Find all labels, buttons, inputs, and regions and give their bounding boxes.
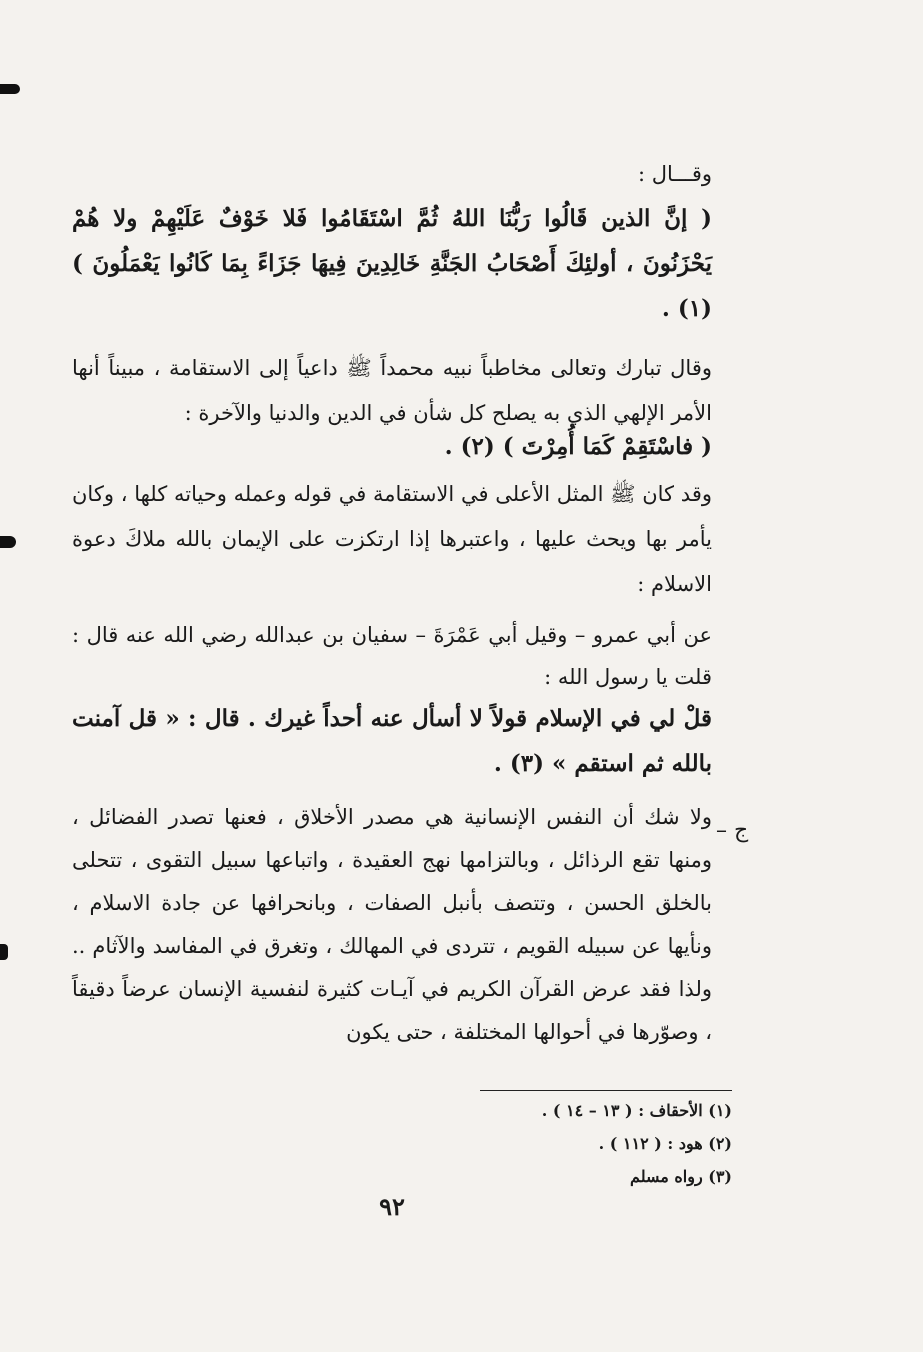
footnote: (١) الأحقاف : ( ١٣ – ١٤ ) . [541,1101,732,1120]
intro-line: وقـــال : [637,162,712,186]
paragraph-3: وقد كان ﷺ المثل الأعلى في الاستقامة في قوله وعمله وحياته كلها ، وكان يأمر بها ويحث عليها ، واعتبرها إذا ارتكزت على الإيمان بالله ملاكَ دعوة الاسلام : [72,482,712,596]
paragraph-2: وقال تبارك وتعالى مخاطباً نبيه محمداً ﷺ داعياً إلى الاستقامة ، مبيناً أنها الأمر الإلهي الذي به يصلح كل شأن في الدين والدنيا والآخرة : [72,356,712,425]
paragraph-5: ولا شك أن النفس الإنسانية هي مصدر الأخلاق ، فعنها تصدر الفضائل ، ومنها تقع الرذائل ، وبالتزامها نهج العقيدة ، واتباعها سبيل التقوى ، تتحلى بالخلق الحسن ، وتتصف بأنبل الصفات ، وبانحرافها عن جادة الاسلام ، ونأيها عن سبيله القويم ، تتردى في المهالك ، وتغرق في المفاسد والآثام .. ولذا فقد عرض القرآن الكريم في آيـات كثيرة لنفسية الإنسان عرضاً دقيقاً ، وصوّرها في أحوالها المختلفة ، حتى يكون [72,805,712,1044]
section-marker: ج – [716,818,749,843]
quran-verse-1: ( إنَّ الذين قَالُوا رَبُّنَا اللهُ ثُمَّ اسْتَقَامُوا فَلا خَوْفٌ عَلَيْهِمْ ولا هُمْ يَحْزَنُونَ ، أولئِكَ أَصْحَابُ الجَنَّةِ خَالِدِينَ فِيهَا جَزَاءً بِمَا كَانُوا يَعْمَلُونَ ) (١) . [72,205,712,322]
footnote-divider [480,1090,732,1091]
quran-verse-2: ( فاسْتَقِمْ كَمَا أُمِرْتَ ) (٢) . [444,433,712,460]
footnote: (٢) هود : ( ١١٢ ) . [598,1134,732,1153]
hadith-text: قلْ لي في الإسلام قولاً لا أسأل عنه أحداً غيرك . قال : « قل آمنت بالله ثم استقم » (٣) . [72,705,712,777]
paragraph-4: عن أبي عمرو – وقيل أبي عَمْرَةَ – سفيان بن عبدالله رضي الله عنه قال : قلت يا رسول الله : [72,623,712,689]
margin-mark [0,944,8,960]
page-number: ٩٢ [379,1192,405,1221]
footnotes [420,1094,732,1193]
footnote: (٣) رواه مسلم [630,1167,732,1186]
margin-mark [0,84,20,94]
margin-mark [0,536,16,548]
